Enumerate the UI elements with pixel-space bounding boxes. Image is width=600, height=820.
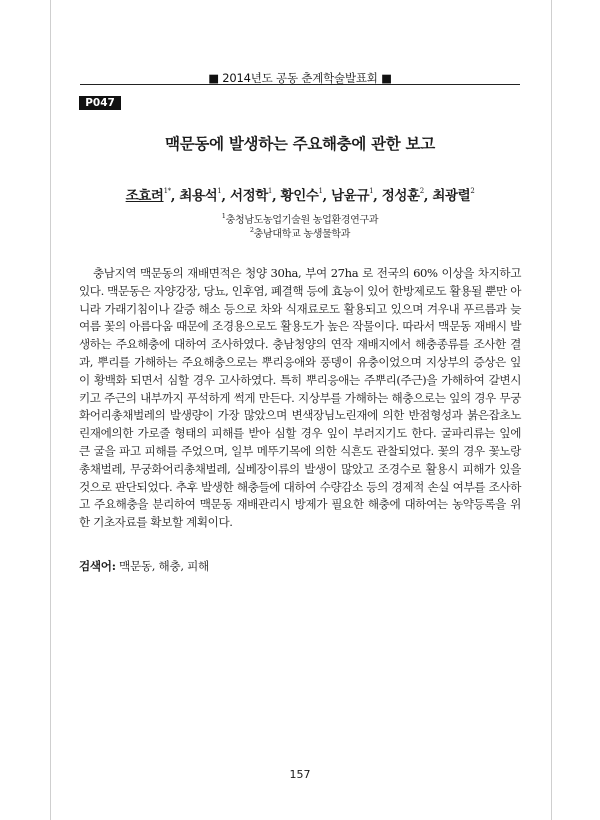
affiliation [0,211,600,226]
author-name: 서정학 [229,188,268,204]
header-divider [80,84,520,85]
author-separator: , [322,188,332,204]
author-separator: , [373,188,382,204]
author-affiliation-mark: 1 [267,187,272,195]
author-affiliation-mark: 1* [163,187,171,195]
author [281,188,323,204]
author-separator: , [170,188,180,204]
author [230,188,272,204]
author [331,188,373,204]
author-list [0,184,600,204]
author-name: 조효려 [125,188,164,204]
author-separator: , [271,188,281,204]
conference-header: ■ 2014년도 공동 춘계학술발표회 ■ [208,71,392,85]
author-affiliation-mark: 1 [217,187,222,195]
author [179,188,221,204]
page-number: 157 [289,768,311,781]
keywords-label: 검색어: [79,559,116,573]
author [382,188,424,204]
author-name: 남윤규 [331,188,370,204]
author-separator: , [221,188,230,204]
author-affiliation-mark: 2 [470,187,475,195]
author [126,188,171,204]
author [432,188,474,204]
affiliation-text: 충남대학교 농생물학과 [253,229,351,240]
paper-title: 맥문동에 발생하는 주요해충에 관한 보고 [165,135,435,153]
affiliation-number: 2 [249,226,254,234]
author-name: 최광렬 [432,188,471,204]
author-name: 황인수 [280,188,319,204]
author-affiliation-mark: 1 [318,187,323,195]
paper-code-badge: P047 [79,96,121,110]
author-affiliation-mark: 2 [419,187,424,195]
affiliation-text: 충청남도농업기술원 농업환경연구과 [225,215,379,226]
abstract-body: 충남지역 맥문동의 재배면적은 청양 30ha, 부여 27ha 로 전국의 60% 이상을 차지하고 있다. 맥문동은 자양강장, 당뇨, 인후염, 폐결핵 등에 효능이 있어 한방제로도 활용될 뿐만 아니라 가래기침이나 갈증 해소 등으로 차와 식재료로도 활용되고 있으며 겨우내 푸르름과 늦여름 꽃의 아름다움 때문에 조경용으로도 활용도가 높은 작물이다. 따라서 맥문동 재배시 발생하는 주요해충에 대하여 조사하였다. 충남청양의 연작 재배지에서 해충종류를 조사한 결과, 뿌리를 가해하는 주요해충으로는 뿌리응애와 풍뎅이 유충이었으며 지상부의 증상은 잎이 황백화 되면서 심할 경우 고사하였다. 특히 뿌리응애는 주뿌리(주근)을 가해하여 갈변시키고 주근의 내부까지 푸석하게 썩게 만든다. 지상부를 가해하는 해충으로는 잎의 경우 무궁화어리총채벌레의 발생량이 가장 많았으며 변색장님노린재에 의한 반점형성과 붉은잡초노린재에의한 가로줄 형태의 피해를 받아 심할 경우 잎이 부러지기도 한다. 굴파리류는 잎에 큰 굴을 파고 피해를 주었으며, 일부 메뚜기목에 의한 식흔도 관찰되었다. 꽃의 경우 꽃노랑총채벌레, 무궁화어리총채벌레, 실베장이류의 발생이 많았고 조경수로 활용시 피해가 있을 것으로 판단되었다. 추후 발생한 해충들에 대하여 수량감소 등의 경제적 손실 여부를 조사하고 주요해충을 분리하여 맥문동 재배관리시 방제가 필요한 해충에 대하여는 농약등록을 위한 기초자료를 확보할 계획이다. [79,266,521,530]
author-name: 최용석 [179,188,218,204]
keywords-text: 맥문동, 해충, 피해 [119,559,209,573]
keywords [79,558,209,574]
affiliation-number: 1 [221,212,226,220]
author-name: 정성훈 [381,188,420,204]
author-separator: , [423,188,433,204]
affiliation [0,225,600,240]
author-affiliation-mark: 1 [369,187,374,195]
